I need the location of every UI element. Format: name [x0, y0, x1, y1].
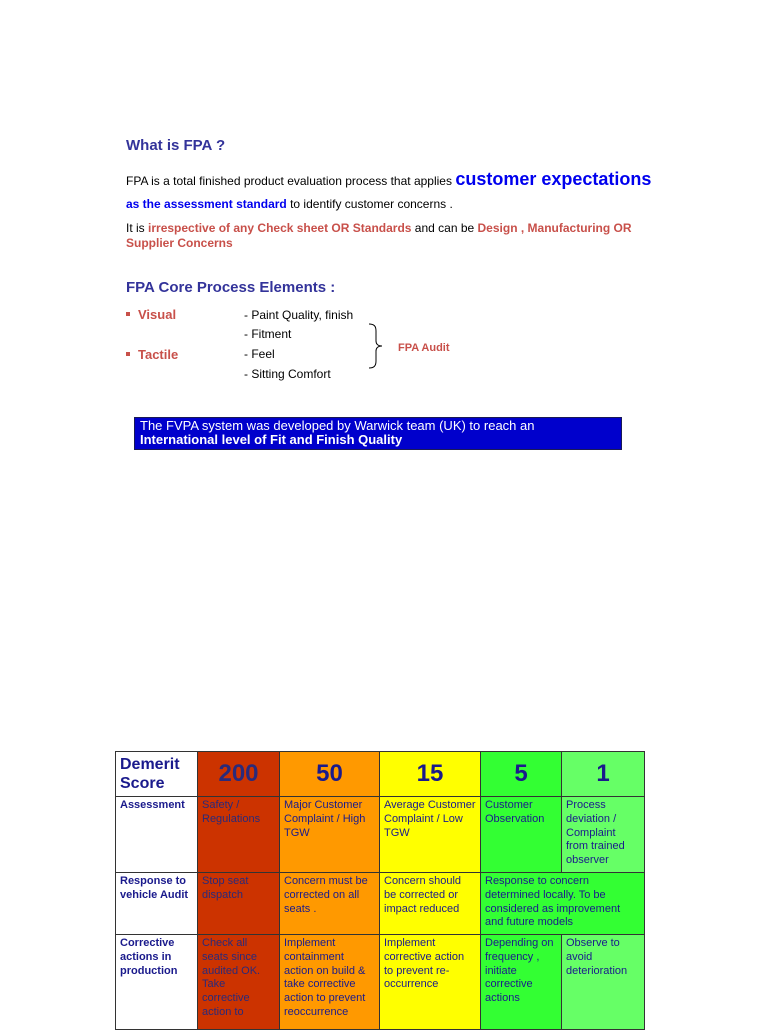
score-200: 200	[198, 752, 280, 797]
curly-brace-icon	[368, 323, 386, 369]
table-cell: Concern should be corrected or impact reduced	[380, 873, 481, 935]
table-cell: Implement containment action on build & take corrective action to prevent reoccurrence	[280, 935, 380, 1030]
bullet-marker-icon	[126, 352, 130, 356]
assessment-standard-text: as the assessment standard	[126, 197, 287, 211]
table-cell: Stop seat dispatch	[198, 873, 280, 935]
scope-checksheet-text: irrespective of any Check sheet OR Standards	[148, 221, 412, 235]
table-cell: Depending on frequency , initiate corrective actions	[481, 935, 562, 1030]
bullet-marker-icon	[126, 312, 130, 316]
table-cell: Safety / Regulations	[198, 797, 280, 873]
table-cell: Process deviation / Complaint from trained observer	[562, 797, 645, 873]
table-header-row	[116, 752, 645, 797]
table-cell: Concern must be corrected on all seats .	[280, 873, 380, 935]
row-label-assessment: Assessment	[116, 797, 198, 873]
core-elements-title: FPA Core Process Elements :	[126, 279, 336, 296]
customer-expectations-text: customer expectations	[455, 169, 652, 189]
table-row	[116, 797, 645, 873]
fpa-definition	[126, 168, 666, 216]
table-row	[116, 873, 645, 935]
element-fitment: - Fitment	[244, 327, 292, 341]
fvpa-banner	[134, 417, 622, 450]
element-paint-quality: - Paint Quality, finish	[244, 308, 354, 322]
table-row	[116, 935, 645, 1030]
table-cell: Check all seats since audited OK. Take corrective action to	[198, 935, 280, 1030]
bullet-tactile: Tactile	[126, 347, 178, 362]
demerit-score-label: Demerit Score	[116, 752, 198, 797]
element-sitting-comfort: - Sitting Comfort	[244, 367, 331, 381]
element-feel: - Feel	[244, 347, 275, 361]
fpa-scope	[126, 221, 666, 251]
banner-line-1: The FVPA system was developed by Warwick team (UK) to reach an	[140, 418, 535, 433]
page-title: What is FPA ?	[126, 137, 226, 154]
fpa-audit-label: FPA Audit	[398, 342, 450, 354]
scope-text-start: It is	[126, 221, 149, 235]
demerit-score-table	[115, 751, 645, 1030]
banner-line-2: International level of Fit and Finish Quality	[140, 432, 403, 447]
definition-end-text: to identify customer concerns .	[286, 197, 453, 211]
row-label-response: Response to vehicle Audit	[116, 873, 198, 935]
scope-concerns-text: Design , Manufacturing OR Supplier Concerns	[126, 221, 632, 250]
table-cell: Customer Observation	[481, 797, 562, 873]
score-5: 5	[481, 752, 562, 797]
definition-text: FPA is a total finished product evaluation process that applies	[126, 174, 456, 188]
table-cell: Implement corrective action to prevent re-occurrence	[380, 935, 481, 1030]
table-cell: Response to concern determined locally. To be considered as improvement and future models	[481, 873, 645, 935]
bullet-visual: Visual	[126, 307, 176, 322]
table-cell: Average Customer Complaint / Low TGW	[380, 797, 481, 873]
table-cell: Observe to avoid deterioration	[562, 935, 645, 1030]
score-50: 50	[280, 752, 380, 797]
scope-text-mid: and can be	[411, 221, 478, 235]
row-label-corrective: Corrective actions in production	[116, 935, 198, 1030]
table-cell: Major Customer Complaint / High TGW	[280, 797, 380, 873]
score-15: 15	[380, 752, 481, 797]
score-1: 1	[562, 752, 645, 797]
